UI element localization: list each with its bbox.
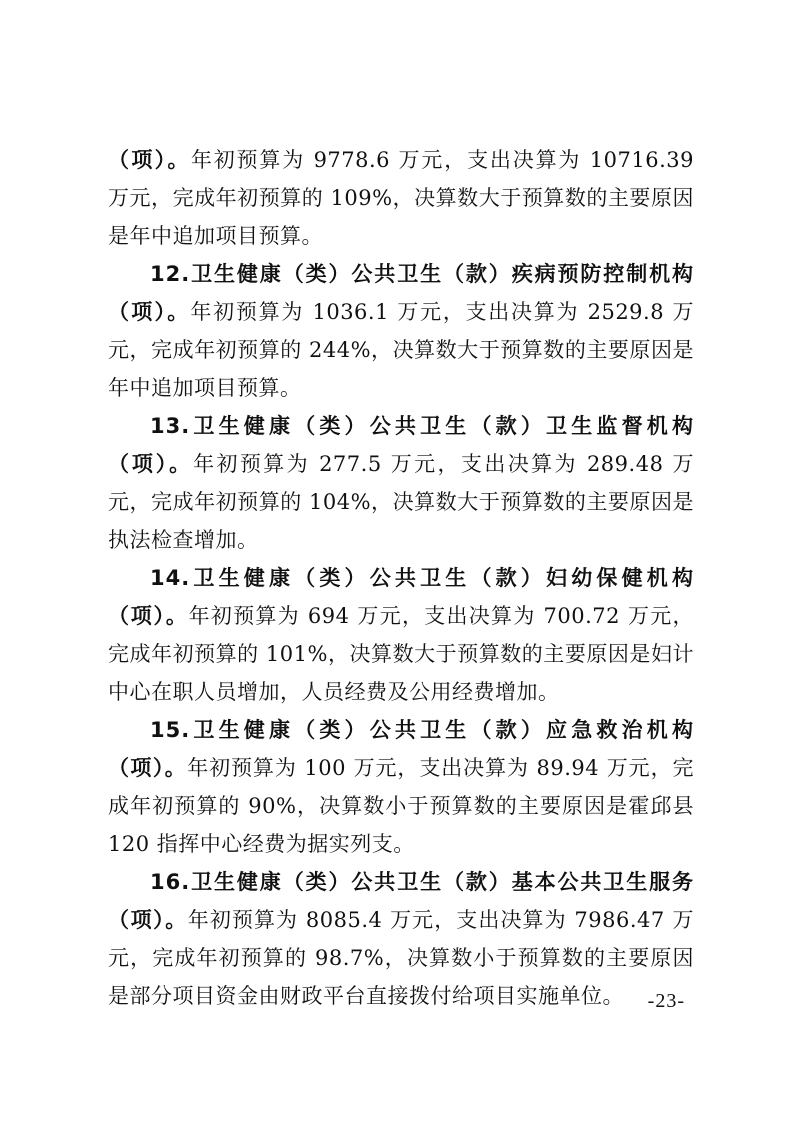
- document-page: [108, 141, 694, 1015]
- paragraph-heading: 16.卫生健康（类）公共卫生（款）基本公共卫生服务（项）。: [108, 870, 694, 932]
- paragraph-heading: 14.卫生健康（类）公共卫生（款）妇幼保健机构（项）。: [108, 566, 694, 628]
- paragraph-body: 年初预算为 100 万元，支出决算为 89.94 万元，完成年初预算的 90%，决算数小于预算数的主要原因是霍邱县 120 指挥中心经费为据实列支。: [108, 756, 694, 856]
- paragraph-heading: （项）。: [108, 148, 191, 172]
- paragraph-14: [108, 559, 694, 711]
- paragraph-body: 年初预算为 694 万元，支出决算为 700.72 万元，完成年初预算的 101%，决算数大于预算数的主要原因是妇计中心在职人员增加，人员经费及公用经费增加。: [108, 604, 695, 704]
- paragraph-heading: 15.卫生健康（类）公共卫生（款）应急救治机构（项）。: [108, 718, 694, 780]
- paragraph-15: [108, 711, 694, 863]
- paragraph-12: [108, 255, 694, 407]
- paragraph-body: 年初预算为 9778.6 万元，支出决算为 10716.39 万元，完成年初预算的 109%，决算数大于预算数的主要原因是年中追加项目预算。: [108, 148, 694, 248]
- paragraph-body: 年初预算为 1036.1 万元，支出决算为 2529.8 万元，完成年初预算的 244%，决算数大于预算数的主要原因是年中追加项目预算。: [108, 300, 694, 400]
- paragraph-heading: 13.卫生健康（类）公共卫生（款）卫生监督机构（项）。: [108, 414, 694, 476]
- page-number: -23-: [647, 990, 685, 1012]
- paragraph-body: 年初预算为 277.5 万元，支出决算为 289.48 万元，完成年初预算的 104%，决算数大于预算数的主要原因是执法检查增加。: [108, 452, 694, 552]
- paragraph-13: [108, 407, 694, 559]
- paragraph-heading: 12.卫生健康（类）公共卫生（款）疾病预防控制机构（项）。: [108, 262, 694, 324]
- paragraph-body: 年初预算为 8085.4 万元，支出决算为 7986.47 万元，完成年初预算的 98.7%，决算数小于预算数的主要原因是部分项目资金由财政平台直接拨付给项目实施单位。: [108, 908, 694, 1008]
- paragraph-11-continued: [108, 141, 694, 255]
- paragraph-16: [108, 863, 694, 1015]
